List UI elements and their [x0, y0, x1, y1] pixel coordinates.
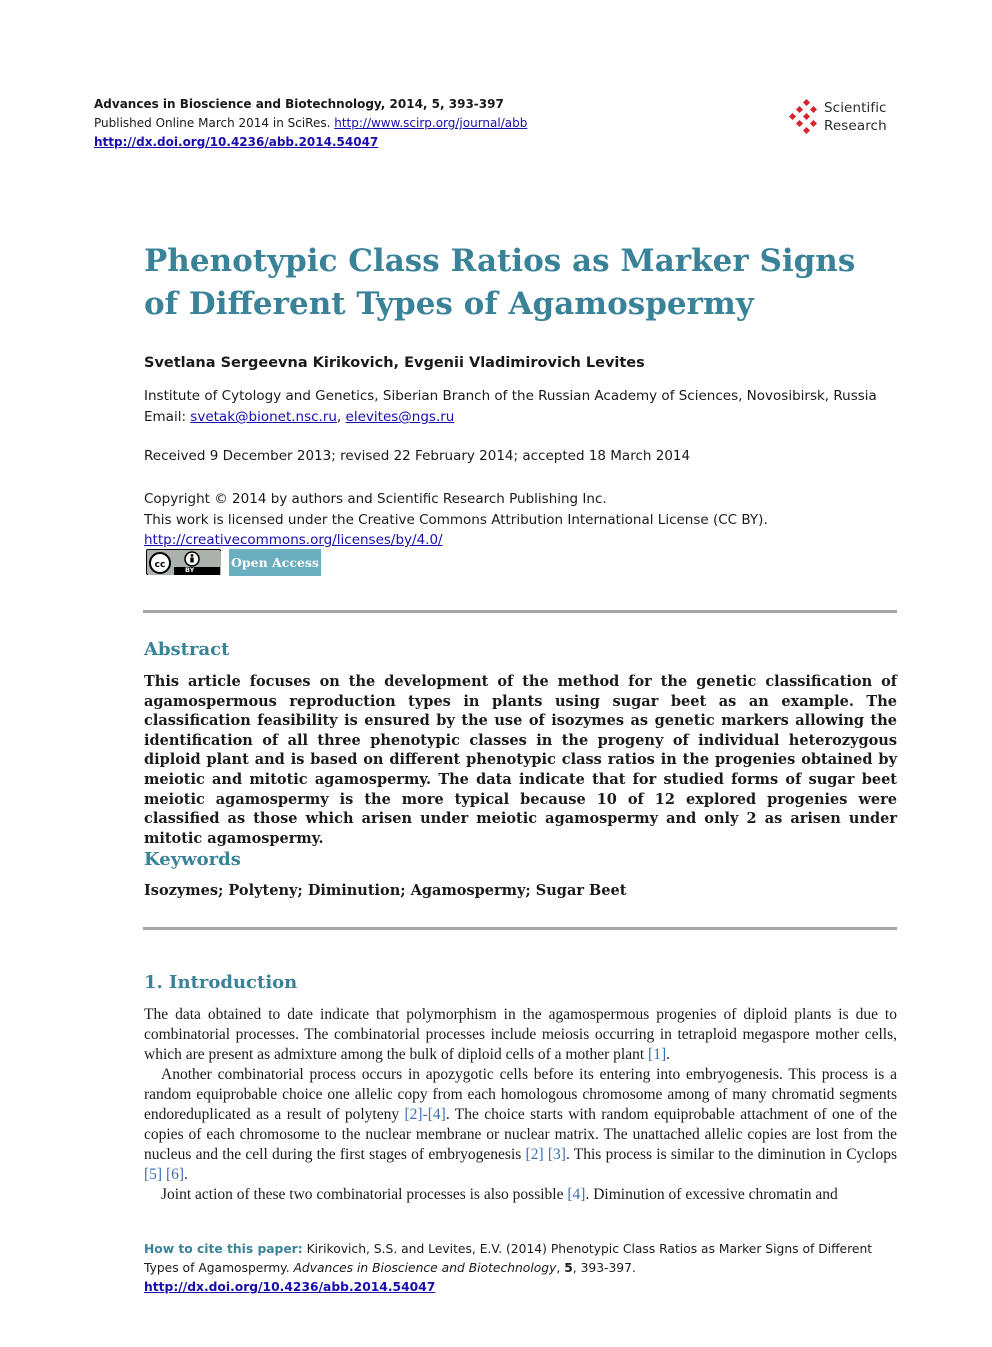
journal-citation-line: Advances in Bioscience and Biotechnology, 2014, 5, 393-397 [94, 97, 504, 111]
article-title: Phenotypic Class Ratios as Marker Signs of Different Types of Agamospermy [144, 243, 856, 322]
published-prefix: Published Online March 2014 in SciRes. [94, 116, 335, 130]
intro-p3-text-a: Joint action of these two combinatorial processes is also possible [161, 1186, 568, 1203]
logo-line-1: Scientific [824, 100, 887, 116]
copyright-line: Copyright © 2014 by authors and Scientific Research Publishing Inc. [144, 491, 607, 507]
journal-url-link[interactable]: http://www.scirp.org/journal/abb [334, 116, 528, 130]
citation-ref[interactable]: [3] [547, 1146, 566, 1163]
intro-p2-text-b: . The choice starts with random equiprobable attachment of one of the copies of each chromosome to the nuclear membrane or nuclear matrix. The unattached allelic copies are lost from the nucleus and the cell during the first stages of embryogenesis [144, 1106, 897, 1163]
published-line [94, 114, 527, 133]
cc-by-badge[interactable] [146, 549, 221, 575]
cite-pages: , 393-397. [572, 1261, 636, 1275]
intro-p2-text-c: . This process is similar to the diminution in Cyclops [565, 1146, 897, 1163]
cc-by-label: BY [185, 566, 195, 574]
intro-paragraph-2 [144, 1065, 897, 1185]
open-access-badge: Open Access [229, 549, 321, 576]
citation-ref[interactable]: [5] [144, 1166, 163, 1183]
keywords-text: Isozymes; Polyteny; Diminution; Agamospermy; Sugar Beet [144, 882, 627, 899]
intro-p2-text-a: Another combinatorial process occurs in apozygotic cells before its entering into embryogenesis. This process is a random equiprobable choice one allelic copy from each homologous chromosome among of many chromatid segments endoreduplicated as a result of polyteny [144, 1066, 897, 1123]
affiliation: Institute of Cytology and Genetics, Siberian Branch of the Russian Academy of Sciences, Novosibirsk, Russia [144, 388, 877, 404]
logo-line-2: Research [824, 118, 887, 134]
citation-ref[interactable]: [6] [165, 1166, 185, 1183]
abstract-text: This article focuses on the development of the method for the genetic classification of agamospermous reproduction types in plants using sugar beet as an example. The classification feasibility is ensured by the use of isozymes as genetic markers allowing the identification of all three phenotypic classes in the progeny of individual heterozygous diploid plant and is based on different phenotypic class ratios in the progenies obtained by meiotic and mitotic agamospermy. The data indicate that for studied forms of sugar beet meiotic agamospermy is the more typical because 10 of 12 explored progenies were classified as those which arisen under meiotic agamospermy and only 2 as arisen under mitotic agamospermy. [144, 673, 897, 847]
logo-diamond-icon [788, 98, 824, 138]
divider-top [143, 610, 897, 613]
journal-header [94, 95, 527, 152]
abstract-heading: Abstract [144, 639, 230, 660]
how-to-cite [144, 1240, 900, 1297]
copyright-block [144, 489, 768, 551]
affiliation-block [144, 386, 877, 428]
intro-p1-text: The data obtained to date indicate that polymorphism in the agamospermous progenies of diploid plants is due to combinatorial processes. The combinatorial processes include meiosis occurring in tetraploid megaspore mother cells, which are present as admixture among the bulk of diploid cells of a mother plant [144, 1006, 897, 1063]
intro-p3-text-b: . Diminution of excessive chromatin and [585, 1186, 838, 1203]
email-link-2[interactable]: elevites@ngs.ru [345, 409, 455, 425]
cite-doi-link[interactable]: http://dx.doi.org/10.4236/abb.2014.54047 [144, 1280, 436, 1294]
cite-journal: Advances in Bioscience and Biotechnology [293, 1261, 557, 1275]
cite-volume: 5 [564, 1261, 573, 1275]
divider-bottom [143, 927, 897, 930]
email-label: Email: [144, 409, 191, 425]
email-link-1[interactable]: svetak@bionet.nsc.ru [190, 409, 337, 425]
intro-p1-end: . [666, 1046, 670, 1063]
cite-authors-title: Kirikovich, S.S. and Levites, E.V. (2014) Phenotypic Class Ratios as Marker Signs of Different Types of Agamospermy. [144, 1242, 873, 1275]
license-statement: This work is licensed under the Creative Commons Attribution International License (CC BY). [144, 511, 768, 528]
citation-ref[interactable]: [2] [525, 1146, 544, 1163]
keywords-heading: Keywords [144, 849, 241, 870]
doi-link[interactable]: http://dx.doi.org/10.4236/abb.2014.54047 [94, 135, 379, 149]
cite-sep: , [556, 1261, 565, 1275]
article-dates: Received 9 December 2013; revised 22 February 2014; accepted 18 March 2014 [144, 448, 691, 464]
license-url-link[interactable]: http://creativecommons.org/licenses/by/4.0/ [144, 532, 443, 548]
introduction-heading: 1. Introduction [144, 972, 298, 993]
intro-paragraph-3 [144, 1185, 897, 1205]
publisher-logo [788, 98, 900, 138]
introduction-body [144, 1005, 897, 1205]
citation-ref[interactable]: [2]-[4] [404, 1106, 446, 1123]
email-separator: , [336, 409, 346, 425]
how-to-cite-label: How to cite this paper: [144, 1242, 303, 1256]
authors: Svetlana Sergeevna Kirikovich, Evgenii Vladimirovich Levites [144, 355, 645, 371]
logo-text [824, 99, 887, 135]
citation-ref[interactable]: [1] [648, 1046, 667, 1063]
email-line [144, 407, 877, 428]
citation-ref[interactable]: [4] [567, 1186, 586, 1203]
intro-paragraph-1 [144, 1005, 897, 1065]
svg-text:cc: cc [154, 560, 166, 570]
intro-p2-end: . [184, 1166, 188, 1183]
